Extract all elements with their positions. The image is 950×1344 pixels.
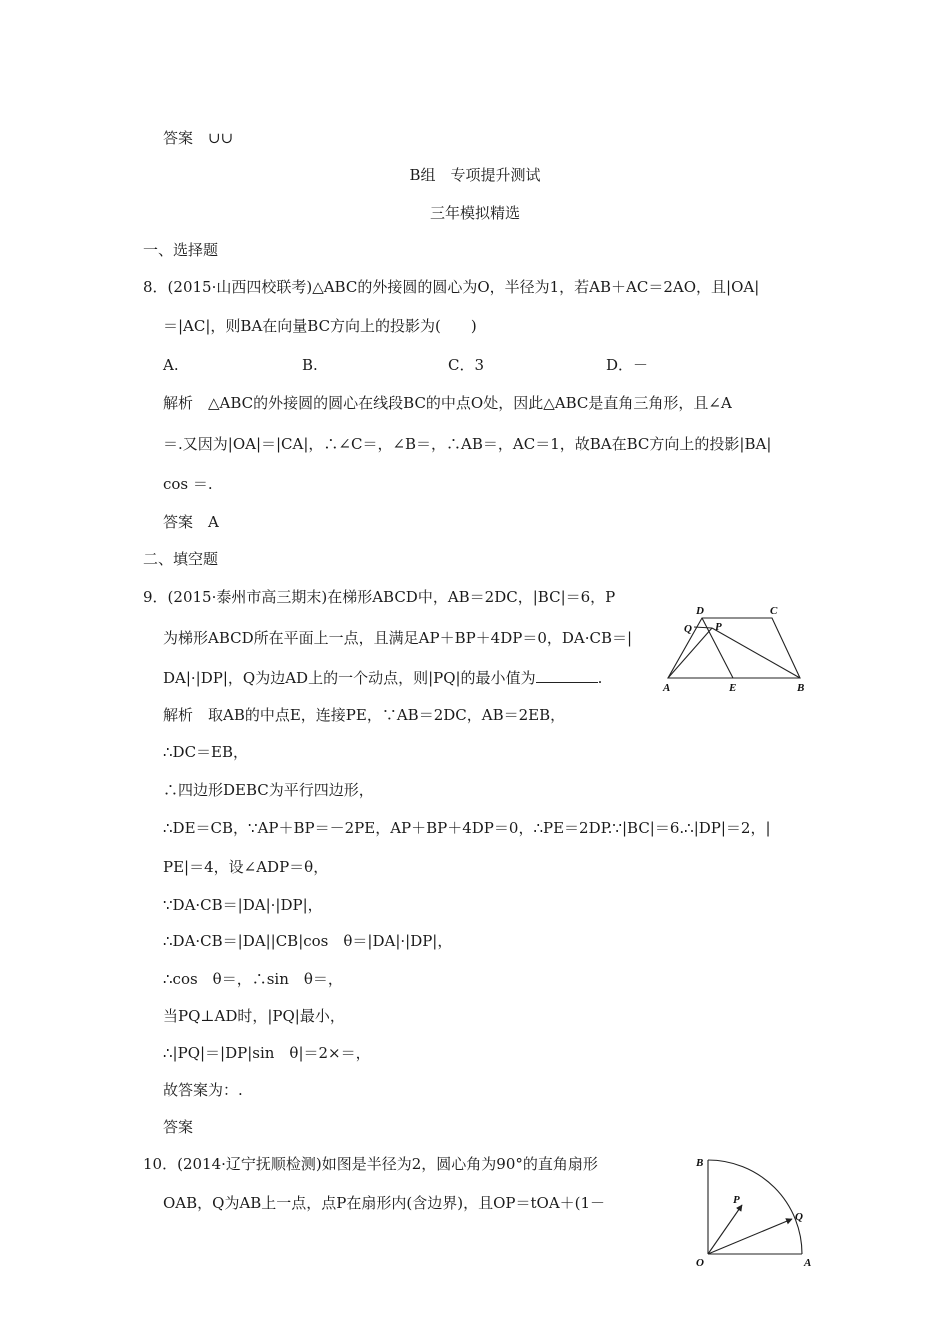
fig9-label-a: A	[663, 682, 671, 694]
q8-solution-line3: cos ＝.	[163, 475, 213, 493]
fig10-label-q: Q	[795, 1211, 803, 1223]
group-subtitle: 三年模拟精选	[429, 204, 520, 222]
group-title: B组 专项提升测试	[409, 166, 541, 184]
q8-option-a: A.	[163, 356, 179, 374]
q10-stem-line2: OAB，Q为AB上一点，点P在扇形内(含边界)，且OP＝tOA＋(1－	[163, 1194, 606, 1212]
q9-answer: 答案	[163, 1118, 194, 1136]
q8-stem-line1: 8．(2015·山西四校联考)△ABC的外接圆的圆心为O，半径为1，若AB＋AC＝2AO，且|OA|	[143, 278, 760, 296]
fig10-label-p: P	[733, 1194, 740, 1206]
q9-stem-line2: 为梯形ABCD所在平面上一点，且满足AP＋BP＋4DP＝0，DA·CB＝|	[163, 629, 633, 647]
q8-solution-line1: 解析 △ABC的外接圆的圆心在线段BC的中点O处，因此△ABC是直角三角形，且∠A	[163, 394, 732, 412]
q9-solution-line9: 当PQ⊥AD时，|PQ|最小，	[163, 1007, 345, 1025]
fig10-label-a: A	[804, 1257, 812, 1268]
q8-solution-line2: ＝.又因为|OA|＝|CA|，∴∠C＝，∠B＝，∴AB＝，AC＝1，故BA在BC方向上的投影|BA|	[163, 435, 772, 453]
q8-option-b: B.	[302, 356, 318, 374]
q9-solution-line6: ∵DA·CB＝|DA|·|DP|，	[163, 896, 323, 914]
q8-option-c: C．3	[448, 356, 485, 374]
q9-stem-line3	[163, 668, 602, 688]
q9-solution-line1: 解析 取AB的中点E，连接PE，∵AB＝2DC，AB＝2EB，	[163, 706, 566, 724]
fig9-label-d: D	[696, 605, 704, 617]
q10-stem-line1: 10．(2014·辽宁抚顺检测)如图是半径为2，圆心角为90°的直角扇形	[143, 1155, 598, 1173]
q9-solution-line8: ∴cos θ＝，∴sin θ＝，	[163, 970, 343, 988]
fig9-label-p: P	[715, 621, 722, 633]
q9-solution-line11: 故答案为：.	[163, 1081, 243, 1099]
fig10-label-b: B	[696, 1157, 704, 1169]
q9-stem-line3-text: DA|·|DP|，Q为边AD上的一个动点，则|PQ|的最小值为	[163, 669, 536, 687]
fig9-label-q: Q	[684, 623, 692, 635]
q9-solution-line2: ∴DC＝EB，	[163, 743, 249, 761]
q9-solution-line4: ∴DE＝CB，∵AP＋BP＝－2PE，AP＋BP＋4DP＝0，∴PE＝2DP.∵|BC|＝6.∴|DP|＝2，|	[163, 819, 771, 837]
section-heading-fill: 二、填空题	[143, 550, 219, 568]
top-answer: 答案 ∪∪	[163, 129, 234, 147]
q8-answer: 答案 A	[163, 513, 219, 531]
q8-stem-line2: ＝|AC|，则BA在向量BC方向上的投影为( )	[163, 317, 477, 335]
fig9-label-b: B	[797, 682, 805, 694]
q9-solution-line10: ∴|PQ|＝|DP|sin θ|＝2×＝，	[163, 1044, 371, 1062]
fig9-label-e: E	[729, 682, 737, 694]
q9-solution-line5: PE|＝4，设∠ADP＝θ，	[163, 858, 329, 876]
q9-stem-line1: 9．(2015·泰州市高三期末)在梯形ABCD中，AB＝2DC，|BC|＝6，P	[143, 588, 616, 606]
fig10-label-o: O	[696, 1257, 704, 1268]
q9-stem-line3-end: .	[597, 669, 603, 687]
q8-option-d: D．－	[606, 356, 649, 374]
q10-sector-figure	[690, 1148, 820, 1268]
q9-solution-line7: ∴DA·CB＝|DA||CB|cos θ＝|DA|·|DP|，	[163, 932, 453, 950]
q9-solution-line3: ∴四边形DEBC为平行四边形，	[163, 781, 374, 799]
fig9-label-c: C	[770, 605, 778, 617]
q9-trapezoid-figure	[660, 600, 820, 700]
q9-answer-blank	[536, 668, 598, 683]
section-heading-choice: 一、选择题	[143, 241, 219, 259]
